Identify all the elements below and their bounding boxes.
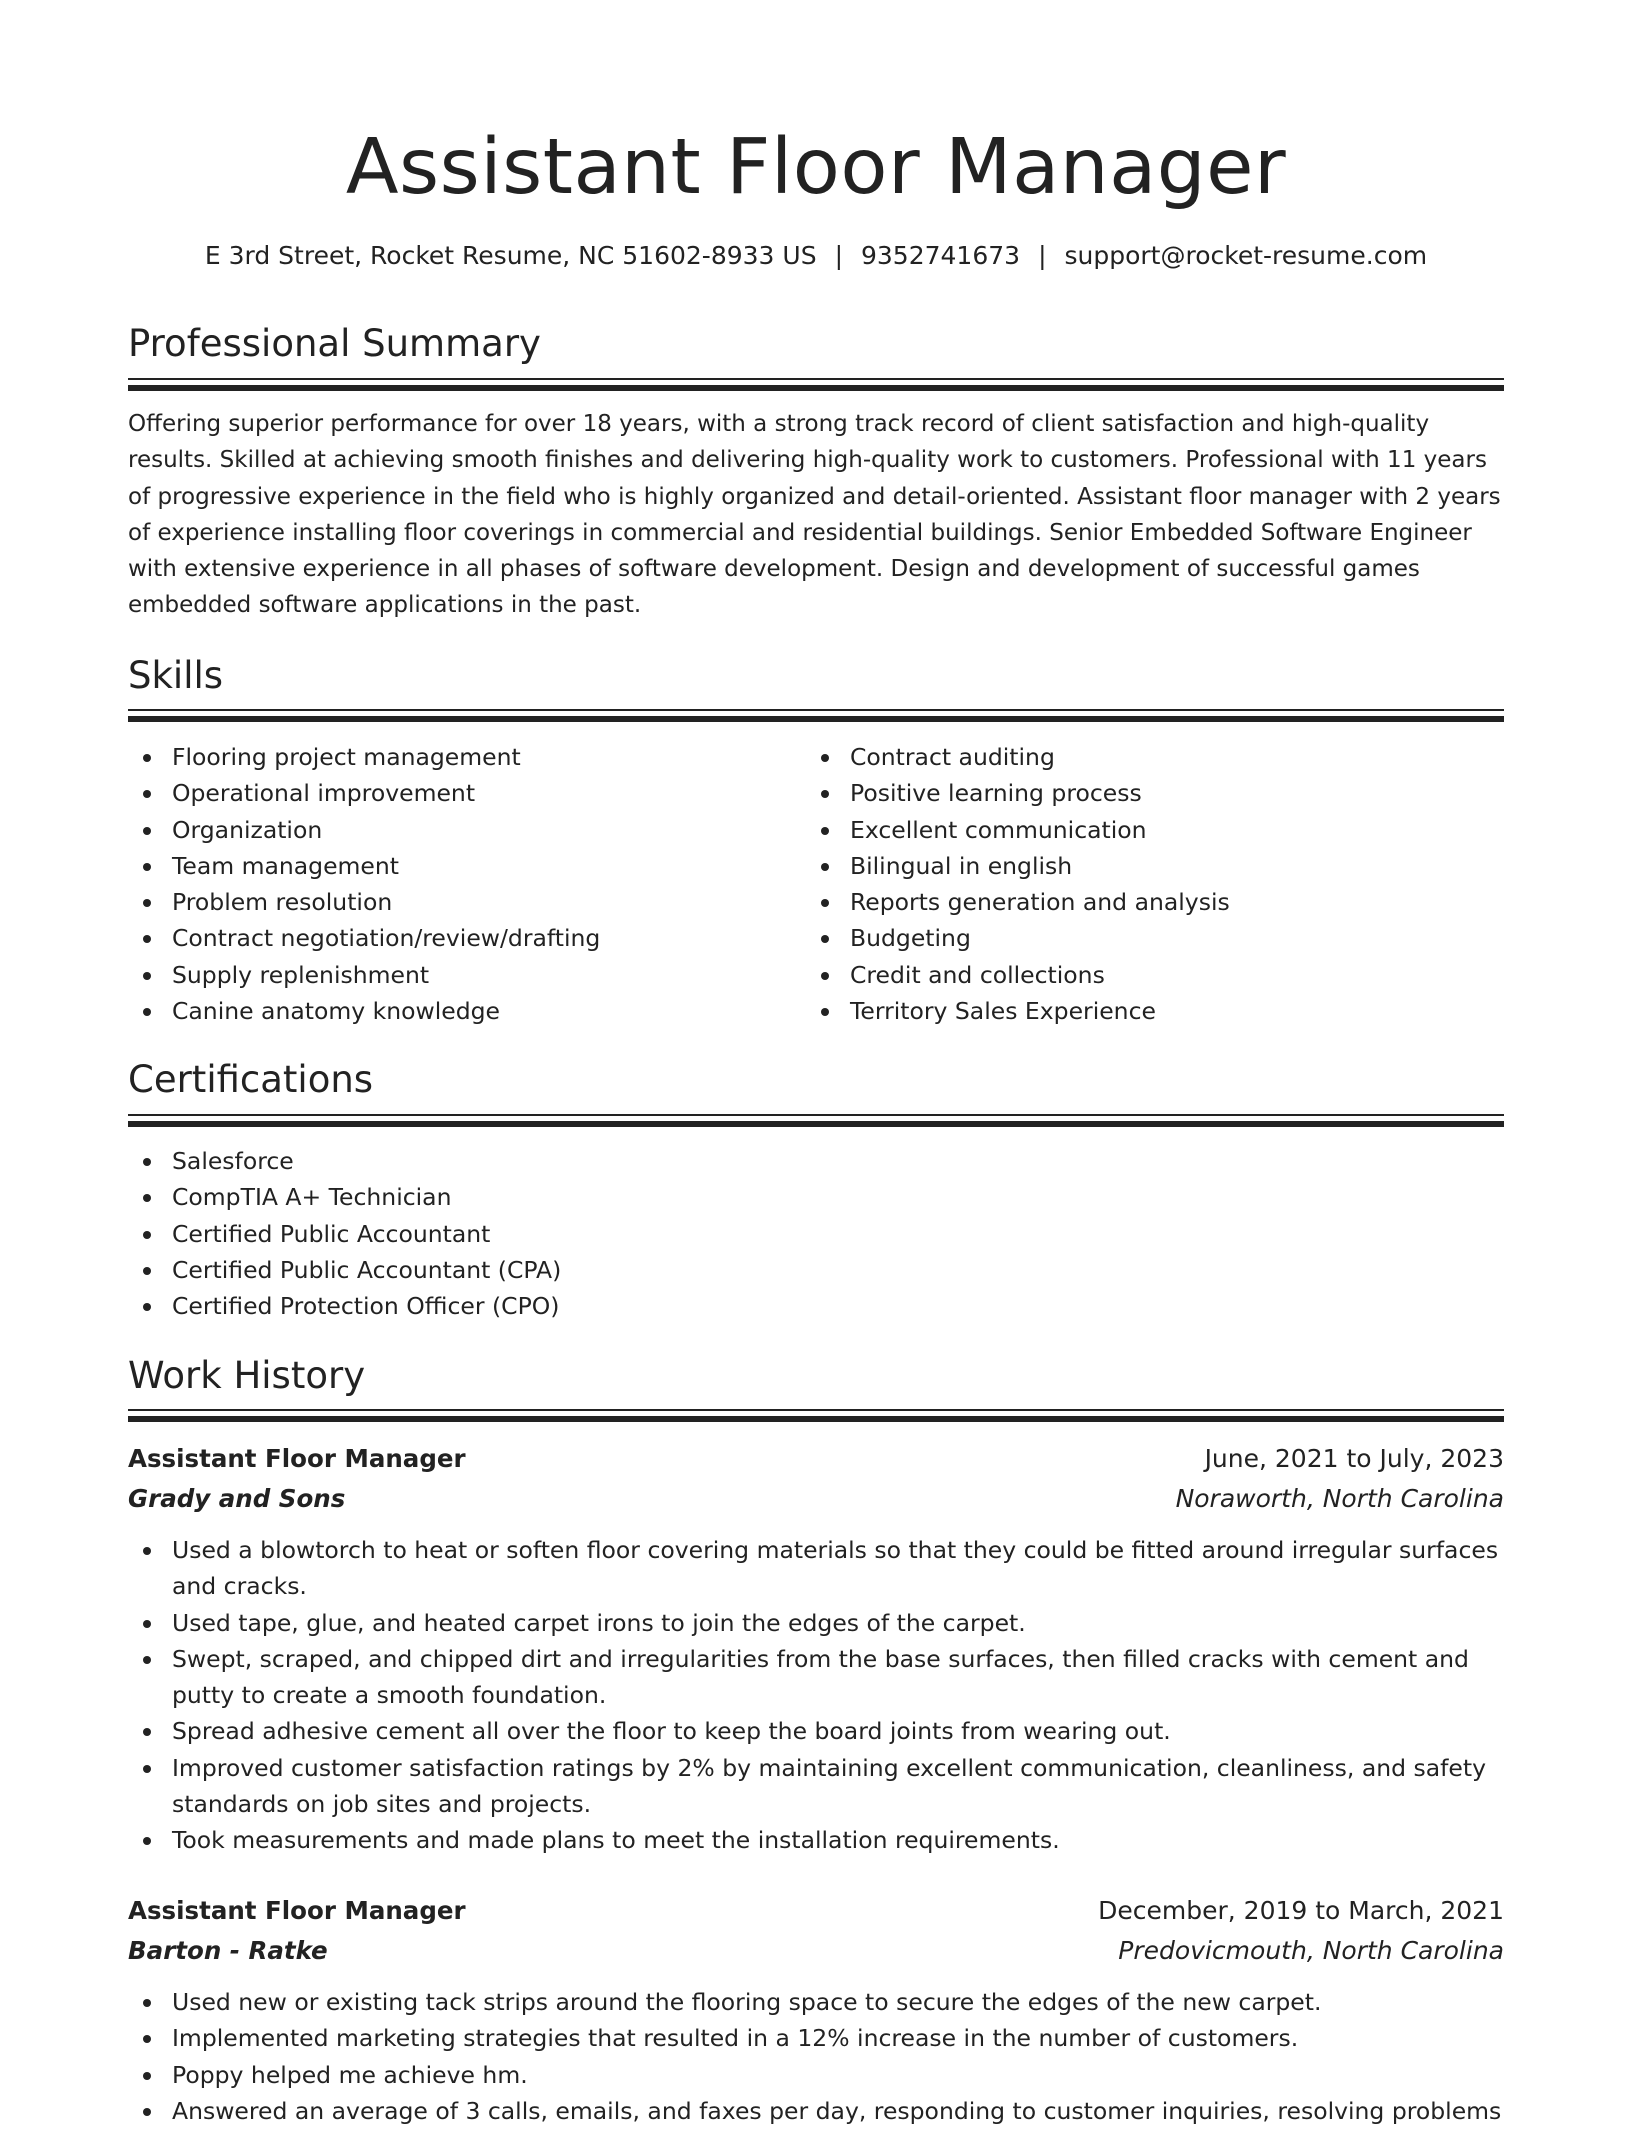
job-header [128,1439,1504,1513]
skill-item: Supply replenishment [128,957,788,993]
skill-item: Budgeting [806,920,1466,956]
certification-item: Certified Protection Officer (CPO) [128,1288,1504,1324]
job-bullets-block [128,1532,1504,1859]
skill-item: Contract auditing [806,739,1466,775]
section-divider [128,378,1504,392]
section-divider [128,1409,1504,1423]
skill-item: Team management [128,848,788,884]
candidate-name: Assistant Floor Manager [345,123,1287,212]
skill-item: Positive learning process [806,775,1466,811]
contact-phone: 9352741673 [861,241,1021,270]
contact-separator: | [1038,241,1047,270]
job-bullets [128,1984,1504,2129]
job-dates: December, 2019 to March, 2021 [1098,1896,1504,1925]
section-title-skills: Skills [128,654,224,697]
job-title: Assistant Floor Manager [128,1896,466,1925]
skill-item: Bilingual in english [806,848,1466,884]
job-company: Barton - Ratke [128,1936,328,1965]
job-bullet-item: Spread adhesive cement all over the floor to keep the board joints from wearing out. [128,1713,1504,1749]
skill-item: Contract negotiation/review/drafting [128,920,788,956]
certification-item: CompTIA A+ Technician [128,1179,1504,1215]
skill-item: Problem resolution [128,884,788,920]
skill-item: Credit and collections [806,957,1466,993]
skills-right-column [806,739,1466,1029]
job-bullets [128,1532,1504,1859]
section-divider [128,1114,1504,1128]
contact-address: E 3rd Street, Rocket Resume, NC 51602-8933 US [204,241,817,270]
job-bullet-item: Used a blowtorch to heat or soften floor covering materials so that they could be fitted around irregular surfaces and cracks. [128,1532,1504,1605]
job-location: Noraworth, North Carolina [1175,1484,1504,1513]
job-dates: June, 2021 to July, 2023 [1204,1444,1504,1473]
skills-left-column [128,739,788,1029]
skills-list-left [128,739,788,1029]
job-bullet-item: Improved customer satisfaction ratings by 2% by maintaining excellent communication, cleanliness, and safety standards on job sites and projects. [128,1750,1504,1823]
job-bullet-item: Swept, scraped, and chipped dirt and irregularities from the base surfaces, then filled cracks with cement and putty to create a smooth foundation. [128,1641,1504,1714]
job-bullet-item: Used new or existing tack strips around the flooring space to secure the edges of the new carpet. [128,1984,1504,2020]
section-title-summary: Professional Summary [128,322,541,365]
job-title: Assistant Floor Manager [128,1444,466,1473]
job-bullets-block [128,1984,1504,2129]
contact-email: support@rocket-resume.com [1064,241,1428,270]
job-bullet-item: Used tape, glue, and heated carpet irons to join the edges of the carpet. [128,1605,1504,1641]
section-divider [128,709,1504,723]
certifications-list [128,1143,1504,1324]
contact-separator: | [834,241,843,270]
certification-item: Certified Public Accountant (CPA) [128,1252,1504,1288]
job-bullet-item: Poppy helped me achieve hm. [128,2057,1504,2093]
summary-text: Offering superior performance for over 18 years, with a strong track record of client satisfaction and high-quality results. Skilled at achieving smooth finishes and delivering high-quality work to customers. Professional with 11 years of progressive experience in the field who is highly organized and detail-oriented. Assistant floor manager with 2 years of experience installing floor coverings in commercial and residential buildings. Senior Embedded Software Engineer with extensive experience in all phases of software development. Design and development of successful games embedded software applications in the past. [128,411,1501,619]
skill-item: Canine anatomy knowledge [128,993,788,1029]
certification-item: Certified Public Accountant [128,1216,1504,1252]
section-title-certifications: Certifications [128,1058,374,1101]
job-bullet-item: Implemented marketing strategies that resulted in a 12% increase in the number of customers. [128,2020,1504,2056]
job-bullet-item: Answered an average of 3 calls, emails, and faxes per day, responding to customer inquiries, resolving problems [128,2093,1504,2129]
skill-item: Excellent communication [806,812,1466,848]
skill-item: Reports generation and analysis [806,884,1466,920]
job-bullet-item: Took measurements and made plans to meet the installation requirements. [128,1822,1504,1858]
job-header [128,1891,1504,1965]
skills-list-right [806,739,1466,1029]
contact-line [128,238,1504,274]
skill-item: Territory Sales Experience [806,993,1466,1029]
certification-item: Salesforce [128,1143,1504,1179]
job-location: Predovicmouth, North Carolina [1118,1936,1504,1965]
skill-item: Organization [128,812,788,848]
section-title-work-history: Work History [128,1354,366,1397]
skill-item: Flooring project management [128,739,788,775]
job-company: Grady and Sons [128,1484,346,1513]
skill-item: Operational improvement [128,775,788,811]
certifications-block [128,1143,1504,1324]
